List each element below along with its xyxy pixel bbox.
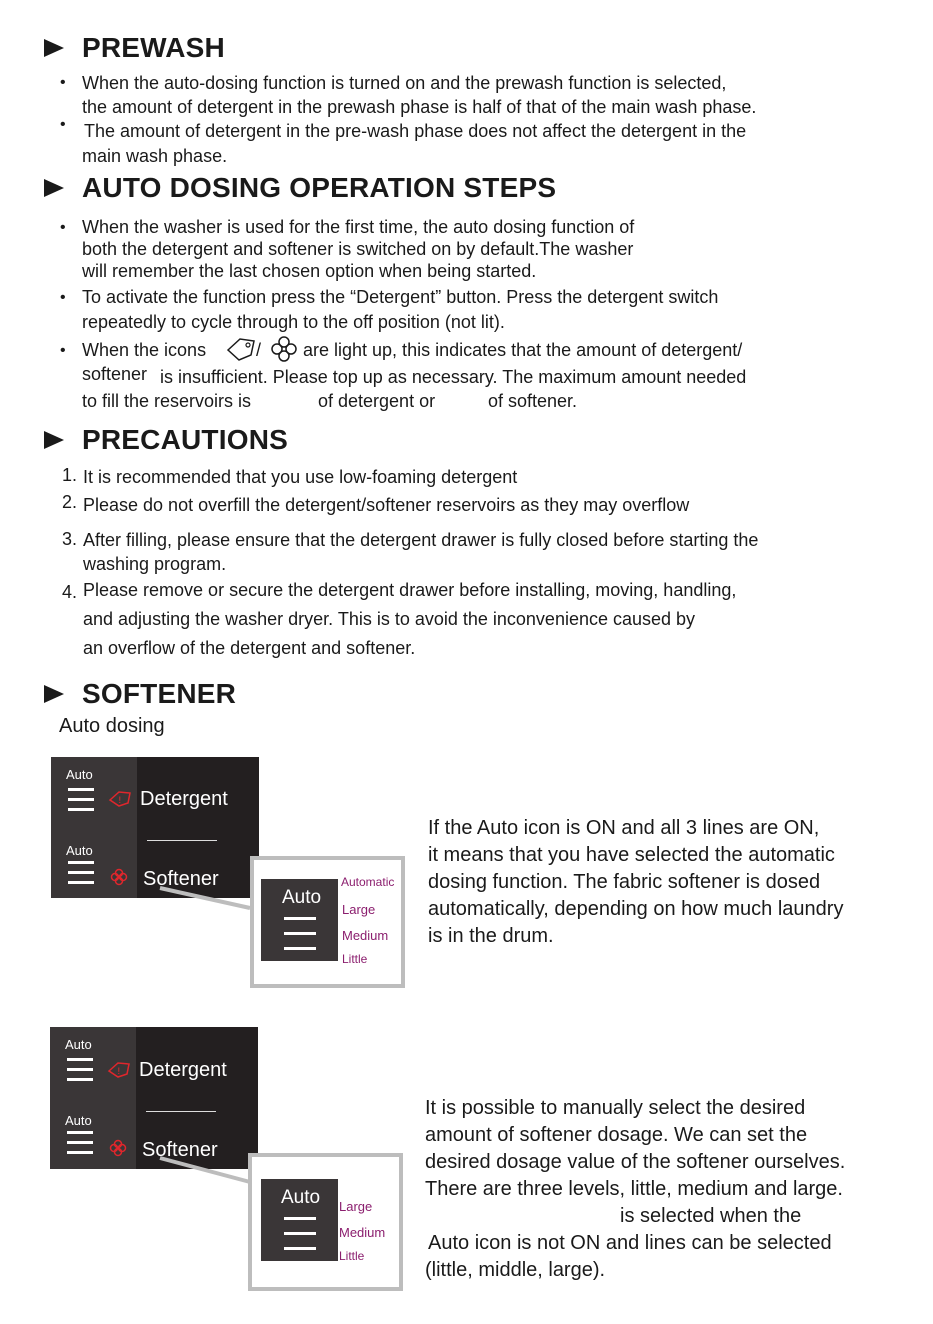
zoom-callout-manual [248,1153,403,1291]
softener-flower-icon [110,868,128,886]
medium-label: Medium [339,1225,386,1240]
desc-line: If the Auto icon is ON and all 3 lines are ON, [428,817,820,839]
triangle-bullet-icon [44,685,64,703]
precaution-4c: an overflow of the detergent and softener. [83,638,416,658]
panel-divider [146,1111,216,1112]
steps-line-8b: of detergent or [318,391,436,411]
desc-line: automatically, depending on how much laundry [428,898,844,920]
prewash-line-3: The amount of detergent in the pre-wash phase does not affect the detergent in the [84,121,747,141]
zoom-dark-box [261,879,338,961]
softener-level-lines [67,1131,93,1161]
precaution-3: After filling, please ensure that the detergent drawer is fully closed before starting the [83,530,759,550]
large-label: Large [339,1199,373,1214]
large-label: Large [342,902,376,917]
steps-line-1: When the washer is used for the first time, the auto dosing function of [82,217,635,237]
heading-text: AUTO DOSING OPERATION STEPS [82,172,557,203]
precaution-number: 2. [62,492,78,512]
desc-line: (little, middle, large). [425,1259,606,1281]
steps-line-7b: is insufficient. Please top up as necessary. The maximum amount needed [160,367,747,387]
section-heading-steps [44,172,556,204]
desc-line: desired dosage value of the softener ourselves. [425,1151,846,1173]
precaution-number: 1. [62,465,78,485]
steps-line-4: To activate the function press the “Detergent” button. Press the detergent switch [82,287,719,307]
precaution-3b: washing program. [83,554,227,574]
detergent-warning-icon [108,790,132,808]
softener-label: Softener [143,868,219,890]
heading-text: PRECAUTIONS [82,424,288,455]
manual-description [425,1095,845,1284]
bullet-dot: • [60,74,66,91]
desc-line: is in the drum. [428,925,554,947]
desc-line: It is possible to manually select the desired [425,1097,806,1119]
prewash-line-4: main wash phase. [82,146,228,166]
zoom-level-lines [284,917,316,962]
softener-level-lines [68,861,94,891]
detergent-auto-label: Auto [65,1037,92,1052]
bullet-dot: • [60,219,66,236]
section-heading-prewash [44,32,225,64]
bullet-dot: • [60,289,66,306]
precaution-number: 4. [62,582,78,602]
desc-line: is selected when the [620,1205,802,1227]
precaution-4: Please remove or secure the detergent drawer before installing, moving, handling, [83,580,737,600]
prewash-line-1: When the auto-dosing function is turned on and the prewash function is selected, [82,73,727,93]
triangle-bullet-icon [44,39,64,57]
auto-description [428,815,843,950]
detergent-warning-icon [107,1061,131,1079]
detergent-level-lines [67,1058,93,1088]
panel-divider [147,840,217,841]
softener-label: Softener [142,1139,218,1161]
desc-line: it means that you have selected the automatic [428,844,835,866]
section-heading-precautions [44,424,288,456]
desc-line: dosing function. The fabric softener is dosed [428,871,821,893]
bullet-dot: • [60,342,66,359]
steps-line-6c: are light up, this indicates that the amount of detergent/ [303,340,743,360]
precaution-4b: and adjusting the washer dryer. This is to avoid the inconvenience caused by [83,609,696,629]
zoom-level-lines [284,1217,316,1262]
steps-line-8a: to fill the reservoirs is [82,391,252,411]
detergent-warning-icon [224,336,258,362]
prewash-line-2: the amount of detergent in the prewash phase is half of that of the main wash phase. [82,97,757,117]
steps-line-8c: of softener. [488,391,578,411]
desc-line: Auto icon is not ON and lines can be selected [428,1232,832,1254]
triangle-bullet-icon [44,431,64,449]
steps-line-6a: When the icons [82,340,207,360]
zoom-auto-label: Auto [282,887,322,908]
triangle-bullet-icon [44,179,64,197]
desc-line: There are three levels, little, medium and large. [425,1178,843,1200]
steps-line-7a: softener [82,364,148,384]
zoom-auto-label: Auto [281,1187,321,1208]
softener-flower-icon [270,335,298,363]
svg-text:!: ! [117,1067,121,1077]
medium-label: Medium [342,928,389,943]
precaution-1: It is recommended that you use low-foaming detergent [83,467,518,487]
svg-text:!: ! [118,796,122,806]
steps-line-3: will remember the last chosen option when being started. [82,261,537,281]
desc-line: amount of softener dosage. We can set the [425,1124,808,1146]
steps-line-2: both the detergent and softener is switched on by default.The washer [82,239,634,259]
precaution-number: 3. [62,529,78,549]
softener-flower-icon [109,1139,127,1157]
icons-slash: / [256,340,262,360]
bullet-dot: • [60,116,66,133]
softener-auto-label: Auto [66,843,93,858]
zoom-dark-box [261,1179,338,1261]
precaution-2: Please do not overfill the detergent/softener reservoirs as they may overflow [83,495,690,515]
little-label: Little [339,1249,365,1263]
little-label: Little [342,952,368,966]
softener-auto-label: Auto [65,1113,92,1128]
heading-text: SOFTENER [82,678,237,709]
detergent-level-lines [68,788,94,818]
zoom-callout-auto [250,856,405,988]
heading-text: PREWASH [82,32,225,63]
detergent-label: Detergent [139,1059,227,1081]
detergent-label: Detergent [140,788,228,810]
detergent-auto-label: Auto [66,767,93,782]
steps-line-5: repeatedly to cycle through to the off position (not lit). [82,312,505,332]
section-heading-softener [44,678,236,710]
automatic-label: Automatic [341,875,395,889]
softener-subtitle: Auto dosing [59,715,165,737]
